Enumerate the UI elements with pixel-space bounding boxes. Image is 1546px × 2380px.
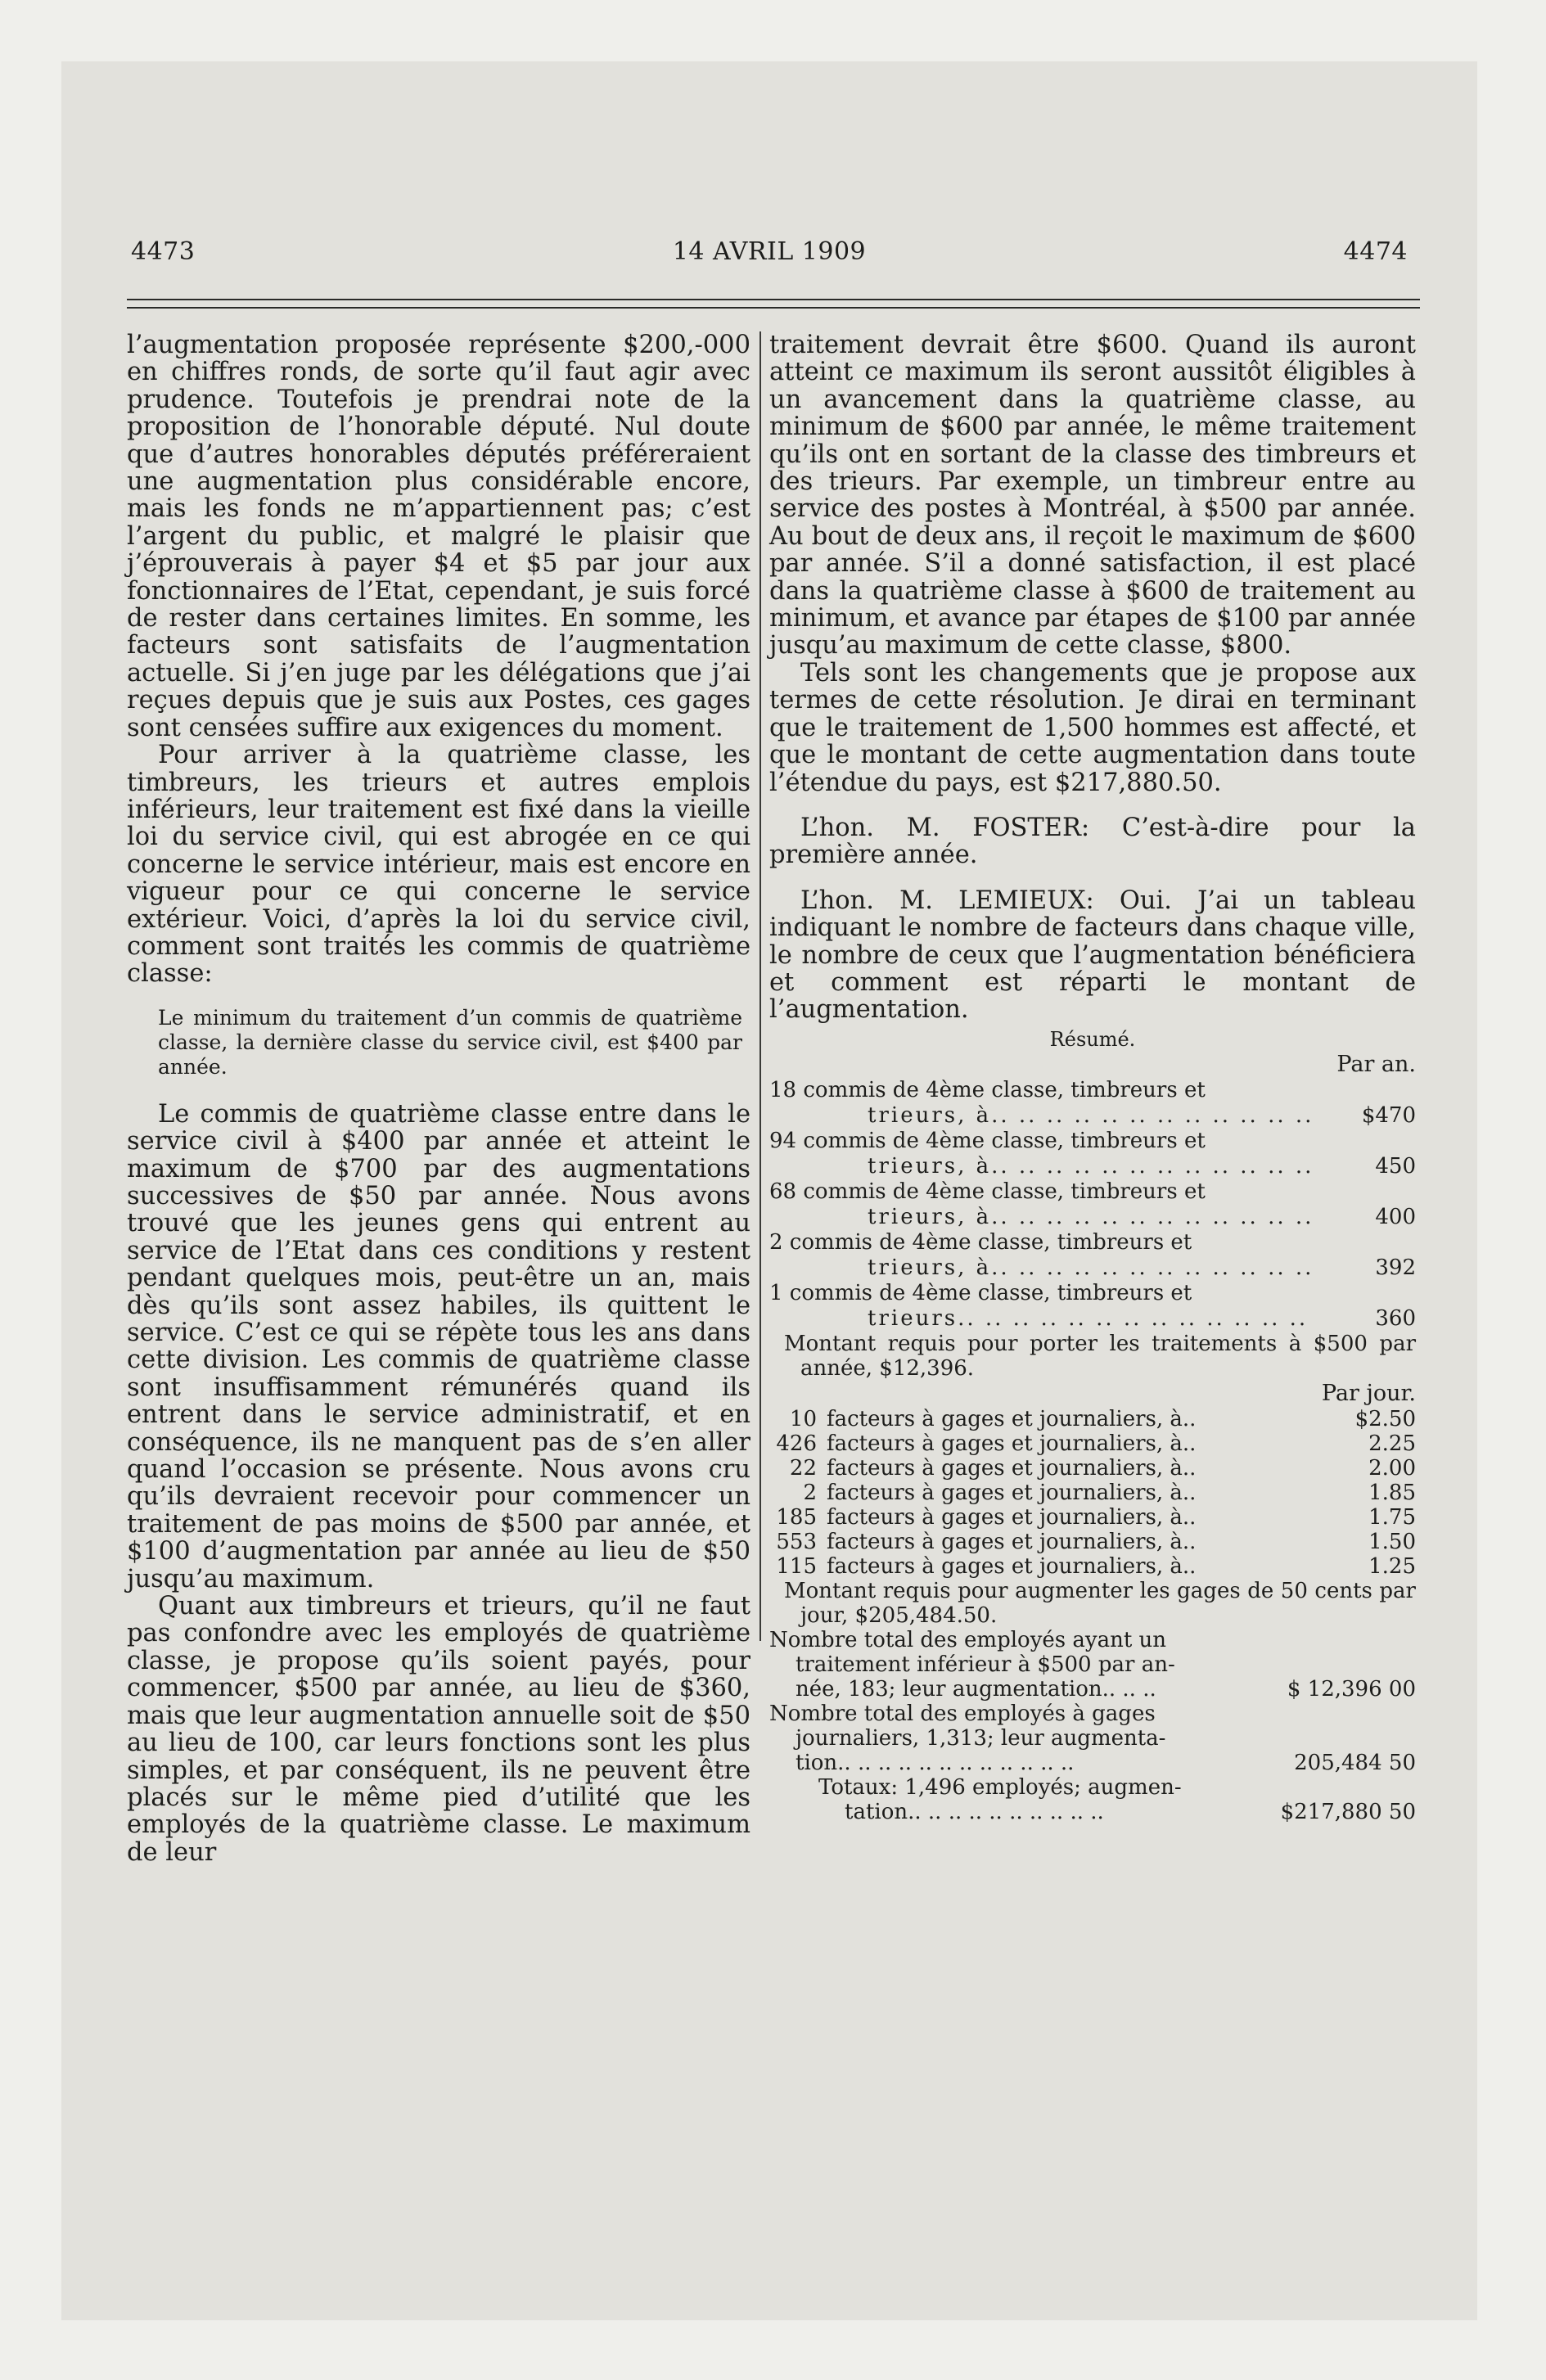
row-rate: 2.00 — [1368, 1455, 1416, 1481]
row-count: 2 — [803, 1480, 817, 1505]
page-number-right: 4474 — [1343, 237, 1408, 266]
row-line: 1 commis de 4ème classe, timbreurs et — [769, 1280, 1192, 1305]
total-amount: $ 12,396 00 — [1287, 1676, 1416, 1702]
row-line: trieurs, à.. .. .. .. .. .. .. .. .. .. .. .. — [868, 1153, 1314, 1179]
paragraph: l’augmentation proposée représente $200,-000 en chiffres ronds, de sorte qu’il faut agir avec prudence. Toutefois je prendrai note de la proposition de l’honorable député. Nul doute que d’autres honorables députés préféreraient une augmentation plus considérable encore, mais les fonds ne m’appartiennent pas; c’est l’argent du public, et malgré le plaisir que j’éprouverais à payer $4 et $5 par jour aux fonctionnaires de l’Etat, cependant, je suis forcé de rester dans certaines limites. En somme, les facteurs sont satisfaits de l’augmentation actuelle. Si j’en juge par les délégations que j’ai reçues depuis que je suis aux Postes, ces gages sont censées suffire aux exigences du moment. — [127, 331, 750, 742]
row-line: 2 commis de 4ème classe, timbreurs et — [769, 1229, 1192, 1255]
row-label: facteurs à gages et journaliers, à.. — [827, 1480, 1197, 1505]
row-amount: 400 — [1375, 1204, 1416, 1229]
row-line: trieurs, à.. .. .. .. .. .. .. .. .. .. .. .. — [868, 1204, 1314, 1229]
row-line: trieurs, à.. .. .. .. .. .. .. .. .. .. .. .. — [868, 1102, 1314, 1128]
page — [61, 61, 1477, 2320]
row-rate: $2.50 — [1354, 1406, 1416, 1431]
row-rate: 1.25 — [1368, 1553, 1416, 1579]
paragraph: Quant aux timbreurs et trieurs, qu’il ne faut pas confondre avec les employés de quatrième classe, je propose qu’ils soient payés, pour commencer, $500 par année, au lieu de $360, mais que leur augmentation annuelle soit de $50 au lieu de 100, car leurs fonctions sont les plus simples, et par conséquent, ils ne peuvent être placés sur le même pied d’utilité que les employés de la quatrième classe. Le maximum de leur — [127, 1592, 750, 1867]
row-label: facteurs à gages et journaliers, à.. — [827, 1529, 1197, 1554]
montant-facteurs: Montant requis pour augmenter les gages de 50 cents par jour, $205,484.50. — [784, 1578, 1416, 1628]
table-row — [769, 1407, 1416, 1431]
table-row — [769, 1179, 1416, 1230]
row-rate: 1.50 — [1368, 1529, 1416, 1554]
row-label: facteurs à gages et journaliers, à.. — [827, 1455, 1197, 1481]
total-line: journaliers, 1,313; leur augmenta- — [796, 1725, 1166, 1751]
row-label: facteurs à gages et journaliers, à.. — [827, 1406, 1197, 1431]
table-row — [769, 1431, 1416, 1456]
row-rate: 1.75 — [1368, 1504, 1416, 1530]
paragraph: Tels sont les changements que je propose aux termes de cette résolution. Je dirai en terminant que le traitement de 1,500 hommes est affecté, et que le montant de cette augmentation dans toute l’étendue du pays, est $217,880.50. — [769, 658, 1416, 797]
quotation: Le minimum du traitement d’un commis de quatrième classe, la dernière classe du service civil, est $400 par année. — [158, 1005, 742, 1079]
row-line: 94 commis de 4ème classe, timbreurs et — [769, 1128, 1206, 1153]
total-line: tion.. .. .. .. .. .. .. .. .. .. .. .. — [796, 1750, 1075, 1775]
row-label: facteurs à gages et journaliers, à.. — [827, 1553, 1197, 1579]
row-line: trieurs.. .. .. .. .. .. .. .. .. .. .. .. .. — [868, 1305, 1309, 1331]
row-count: 553 — [776, 1529, 817, 1554]
paragraph: traitement devrait être $600. Quand ils auront atteint ce maximum ils seront aussitôt éligibles à un avancement dans la quatrième classe, au minimum de $600 par année, le même traitement qu’ils ont en sortant de la classe des timbreurs et des trieurs. Par exemple, un timbreur entre au service des postes à Montréal, à $500 par année. Au bout de deux ans, il reçoit le maximum de $600 par année. S’il a donné satisfaction, il est placé dans la quatrième classe à $600 de traitement au minimum, et avance par étapes de $100 par année jusqu’au maximum de cette classe, $800. — [769, 331, 1416, 660]
paragraph: Le commis de quatrième classe entre dans le service civil à $400 par année et atteint le maximum de $700 par des augmentations successives de $50 par année. Nous avons trouvé que les jeunes gens qui entrent au service de l’Etat dans ces conditions y restent pendant quelques mois, peut-être un an, mais dès qu’ils sont assez habiles, ils quittent le service. C’est ce qui se répète tous les ans dans cette division. Les commis de quatrième classe sont insuffisamment rémunérés quand ils entrent dans le service administratif, et en conséquence, ils ne manquent pas de s’en aller quand l’occasion se présente. Nous avons cru qu’ils devraient recevoir pour commencer un traitement de pas moins de $500 par année, et $100 d’augmentation par année au lieu de $50 jusqu’au maximum. — [127, 1099, 750, 1593]
left-column — [127, 331, 750, 1866]
table-row — [769, 1554, 1416, 1579]
table-row — [769, 1281, 1416, 1332]
row-amount: 360 — [1375, 1305, 1416, 1331]
table-row — [769, 1129, 1416, 1179]
total-line: Nombre total des employés ayant un — [769, 1627, 1167, 1652]
right-column — [769, 331, 1416, 1824]
row-rate: 1.85 — [1368, 1480, 1416, 1505]
unit-label-day: Par jour. — [1321, 1380, 1416, 1406]
total-amount: $217,880 50 — [1280, 1799, 1416, 1824]
table-row — [769, 1505, 1416, 1530]
paragraph: Pour arriver à la quatrième classe, les timbreurs, les trieurs et autres emplois inférieurs, leur traitement est fixé dans la vieille loi du service civil, qui est abrogée en ce qui concerne le service intérieur, mais est encore en vigueur pour ce qui concerne le service extérieur. Voici, d’après la loi du service civil, comment sont traités les commis de quatrième classe: — [127, 741, 750, 989]
total-line: traitement inférieur à $500 par an- — [796, 1652, 1175, 1677]
row-line: trieurs, à.. .. .. .. .. .. .. .. .. .. .. .. — [868, 1255, 1314, 1280]
row-count: 22 — [789, 1455, 817, 1481]
speech-foster: L’hon. M. FOSTER: C’est-à-dire pour la première année. — [769, 813, 1416, 870]
table-row — [769, 1481, 1416, 1505]
facteurs-table — [769, 1407, 1416, 1579]
page-number-left: 4473 — [131, 237, 196, 266]
row-count: 426 — [776, 1431, 817, 1456]
row-label: facteurs à gages et journaliers, à.. — [827, 1504, 1197, 1530]
page-date: 14 AVRIL 1909 — [672, 237, 867, 266]
row-label: facteurs à gages et journaliers, à.. — [827, 1431, 1197, 1456]
header-rule — [127, 299, 1420, 300]
column-divider — [759, 331, 761, 1641]
row-count: 10 — [789, 1406, 817, 1431]
row-line: 68 commis de 4ème classe, timbreurs et — [769, 1179, 1206, 1204]
row-amount: 392 — [1375, 1255, 1416, 1280]
total-amount: 205,484 50 — [1294, 1750, 1416, 1775]
commis-table — [769, 1078, 1416, 1332]
table-row — [769, 1530, 1416, 1554]
total-line: née, 183; leur augmentation.. .. .. — [796, 1676, 1156, 1702]
table-row — [769, 1456, 1416, 1481]
montant-commis: Montant requis pour porter les traitements à $500 par année, $12,396. — [784, 1331, 1416, 1381]
row-amount: $470 — [1361, 1102, 1416, 1128]
row-count: 185 — [776, 1504, 817, 1530]
row-rate: 2.25 — [1368, 1431, 1416, 1456]
header-rule — [127, 307, 1420, 309]
table-row — [769, 1230, 1416, 1281]
total-line: Totaux: 1,496 employés; augmen- — [818, 1774, 1182, 1800]
totals-block — [769, 1628, 1416, 1824]
row-count: 115 — [776, 1553, 817, 1579]
table-row — [769, 1078, 1416, 1129]
row-amount: 450 — [1375, 1153, 1416, 1179]
unit-label-year: Par an. — [1336, 1051, 1416, 1077]
resume-title: Résumé. — [1049, 1027, 1136, 1051]
row-line: 18 commis de 4ème classe, timbreurs et — [769, 1077, 1206, 1102]
speech-lemieux: L’hon. M. LEMIEUX: Oui. J’ai un tableau indiquant le nombre de facteurs dans chaque ville, le nombre de ceux que l’augmentation bénéficiera et comment est réparti le montant de l’augmentation. — [769, 886, 1416, 1025]
total-line: Nombre total des employés à gages — [769, 1701, 1156, 1726]
total-line: tation.. .. .. .. .. .. .. .. .. .. — [845, 1799, 1104, 1824]
